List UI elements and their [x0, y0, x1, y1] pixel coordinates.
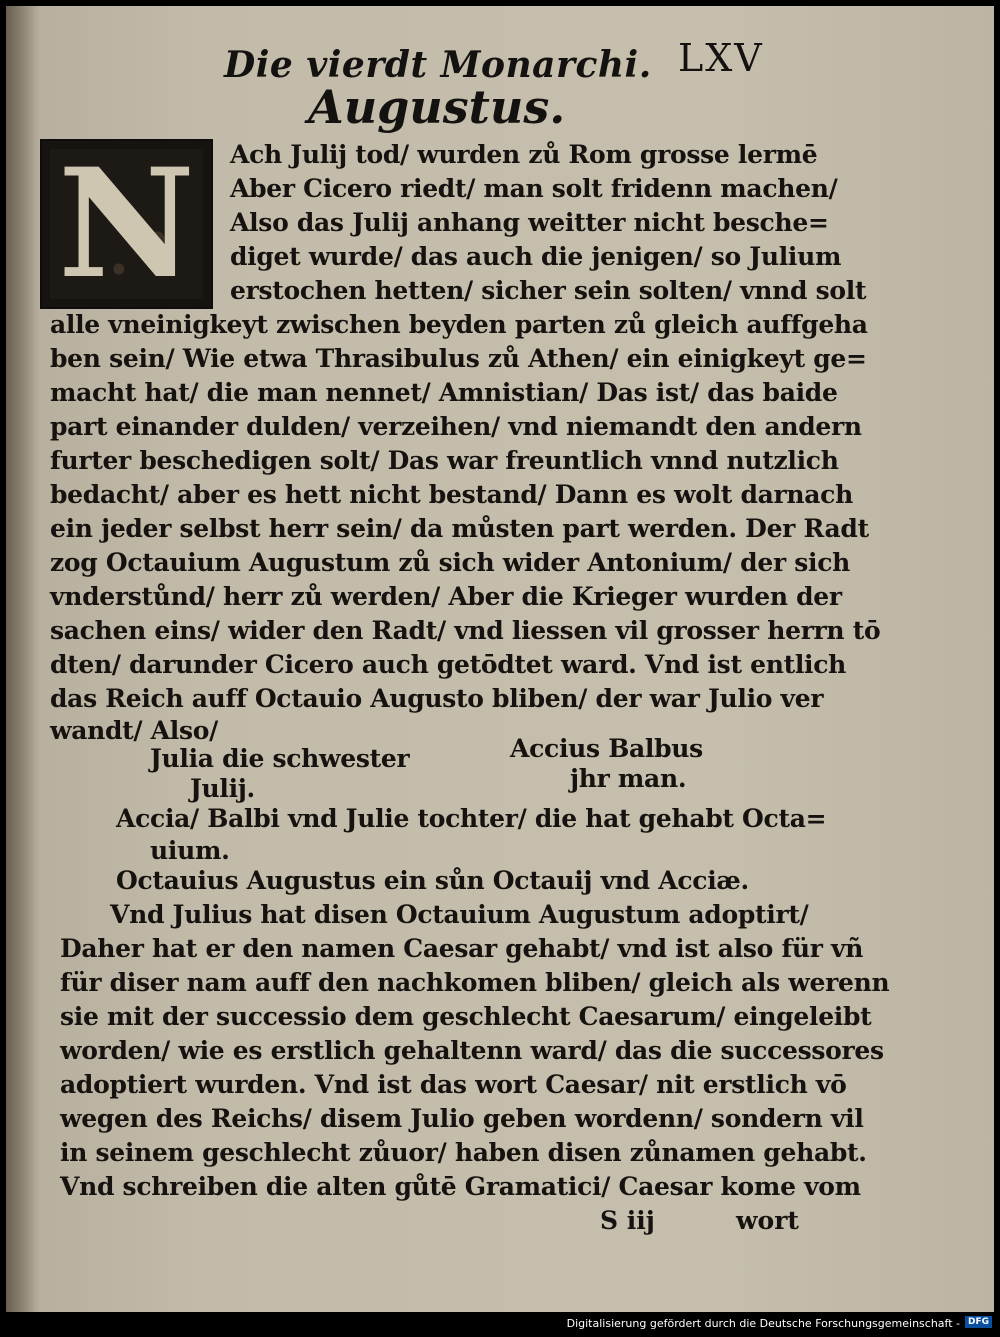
initial-letter: N: [57, 136, 196, 312]
dfg-logo: DFG: [965, 1316, 992, 1328]
text-line: für diser nam auff den nachkomen bliben/ gleich als werenn: [60, 968, 890, 997]
genealogy-right-cont: jhr man.: [570, 764, 687, 793]
text-line: Vnd schreiben die alten gůtē Gramatici/ Caesar kome vom: [60, 1172, 861, 1201]
folio-number: LXV: [678, 36, 764, 80]
text-line: Ach Julij tod/ wurden zů Rom grosse lermē: [230, 140, 818, 169]
text-line: Octauius Augustus ein sůn Octauij vnd Acciæ.: [116, 866, 749, 895]
text-line: worden/ wie es erstlich gehaltenn ward/ das die successores: [60, 1036, 884, 1065]
text-line: dten/ darunder Cicero auch getōdtet ward. Vnd ist entlich: [50, 650, 847, 679]
footer-bar: [0, 1312, 1000, 1337]
text-line: wegen des Reichs/ disem Julio geben wordenn/ sondern vil: [60, 1104, 864, 1133]
text-line: diget wurde/ das auch die jenigen/ so Julium: [230, 242, 842, 271]
text-line: Also das Julij anhang weitter nicht besche=: [230, 208, 829, 237]
running-head: Die vierdt Monarchi.: [224, 44, 652, 86]
text-line: Accia/ Balbi vnd Julie tochter/ die hat gehabt Octa=: [116, 804, 827, 833]
text-line: bedacht/ aber es hett nicht bestand/ Dann es wolt darnach: [50, 480, 853, 509]
text-line: wandt/ Also/: [50, 716, 218, 745]
text-line: ein jeder selbst herr sein/ da můsten part werden. Der Radt: [50, 514, 869, 543]
text-line: zog Octauium Augustum zů sich wider Antonium/ der sich: [50, 548, 850, 577]
text-line: adoptiert wurden. Vnd ist das wort Caesar/ nit erstlich vō: [60, 1070, 847, 1099]
decorated-initial: [40, 136, 213, 312]
genealogy-right: Accius Balbus: [510, 734, 703, 763]
text-line: furter beschedigen solt/ Das war freuntlich vnnd nutzlich: [50, 446, 839, 475]
text-line: part einander dulden/ verzeihen/ vnd niemandt den andern: [50, 412, 862, 441]
genealogy-left-cont: Julij.: [190, 774, 255, 803]
text-line: Aber Cicero riedt/ man solt fridenn machen/: [230, 174, 838, 203]
catchword: wort: [736, 1206, 799, 1235]
section-title: Augustus.: [308, 80, 566, 134]
text-line: sachen eins/ wider den Radt/ vnd liessen vil grosser herrn tō: [50, 616, 881, 645]
text-line: in seinem geschlecht zůuor/ haben disen zůnamen gehabt.: [60, 1138, 867, 1167]
text-line: Vnd Julius hat disen Octauium Augustum adoptirt/: [110, 900, 809, 929]
signature-mark: S iij: [600, 1206, 655, 1235]
text-line: alle vneinigkeyt zwischen beyden parten zů gleich auffgeha: [50, 310, 868, 339]
book-page: [6, 6, 994, 1312]
text-line: vnderstůnd/ herr zů werden/ Aber die Krieger wurden der: [50, 582, 842, 611]
text-line: uium.: [150, 836, 230, 865]
genealogy-left: Julia die schwester: [150, 744, 410, 773]
text-line: ben sein/ Wie etwa Thrasibulus zů Athen/ ein einigkeyt ge=: [50, 344, 867, 373]
text-line: sie mit der successio dem geschlecht Caesarum/ eingeleibt: [60, 1002, 872, 1031]
gutter-shadow: [6, 6, 40, 1312]
footer-credit: Digitalisierung gefördert durch die Deutsche Forschungsgemeinschaft -: [566, 1317, 960, 1330]
text-line: macht hat/ die man nennet/ Amnistian/ Das ist/ das baide: [50, 378, 838, 407]
text-line: Daher hat er den namen Caesar gehabt/ vnd ist also für vñ: [60, 934, 864, 963]
text-line: das Reich auff Octauio Augusto bliben/ der war Julio ver: [50, 684, 824, 713]
text-line: erstochen hetten/ sicher sein solten/ vnnd solt: [230, 276, 867, 305]
